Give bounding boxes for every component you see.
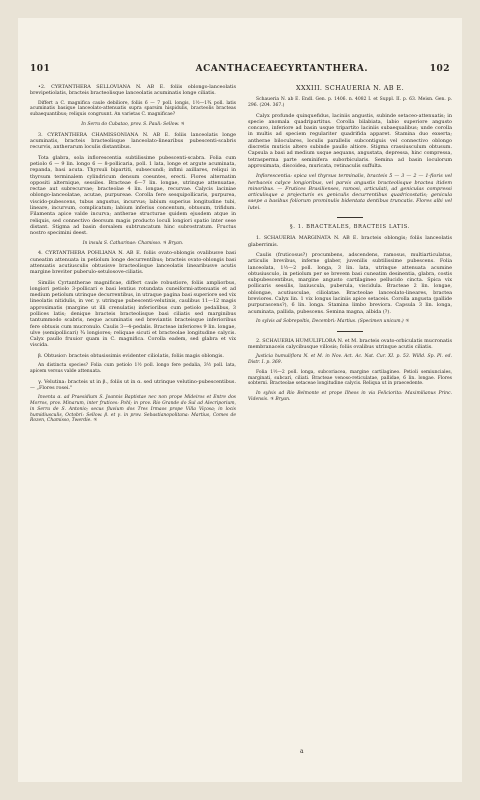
locality-note: In Serra do Cubatao, prov. S. Pauli: Sellow. ♃ (81, 121, 185, 127)
page-number-right: 102 (429, 64, 450, 74)
right-column (248, 84, 452, 764)
locality-note: In sylvis ad Sobrepoltis, Decembri: Martius. (Specimen unicum.) ♃ (256, 318, 410, 324)
synonym-note: Justicia humuliflora N. et M. in Nov. Act. Ac. Nat. Cur. XI. p. 53. Willd. Sp. Pl. ed. Distr. I. p. 369. (248, 354, 452, 366)
species-description: Folia 1½—2 poll. longa, subcoriacea, margine cartilagineo. Petioli semiunciales, marginati, subcari, ciliati. Bracteae venoso-reticulatae, pallidae, 6 lin. longae. Flores sobterni. Bracteolae setaceae longitudine calycis. Reliqua ut in praecedente. (248, 369, 452, 387)
genus-references: Schaueria N. ab E. Endl. Gen. p. 1406. n. 4082 I. et Suppl. II. p. 63. Meisn. Gen. p. 296. (204. 367.) (248, 97, 452, 108)
column-divider (240, 84, 241, 724)
species-description: Similis Cyrtantherae magnificae, differt caule robustiore, foliis ampliorbus, longiori petiolo 3-pollicari e basi lentius rotundata cuneiformi-attenuatis et ad medium petiolum utrinque decurrentibus, in utraque pagina basi superiore sed vix lineolatis nitidulis, in ver. y. utrinque pubescenti-velutinis, caulibus 11—12 magis approximatis (margine ut illi crenulatis) inferioribus cum petiolo pedalibus, 3 pollices latis; denique bracteis bracteolisque basi ciliatis sed marginibus tantummodo scabris, neque acuminatis sed breviantis bracteisque inferioribus fere obtusis cum mucronulo. Caulis 3—4-pedalis. Bracteae inferiores 9 lin. longae, ulve (semipollicari) ¾ longiores; reliquae sicuti et bracteolae longitudine calycis. Calyx paullo fruuior quam in C. magnifica. Corolla eadem, sed glabra et vix viscida. (30, 279, 236, 349)
species-note: Differt a C. magnifica caule debiliore, foliis 6 — 7 poll. longis, 1½—1¾ poll. latis acuminatis basique lanceolato-attenuatis supra sparsim hispidulis, bracteolis bracteas subaequantibus; reliquis congruunt. An varietas C. magnificae? (30, 100, 236, 118)
left-column (30, 84, 236, 764)
genus-description: Calyx profunde quinquefidus, laciniis angustis, subinde setaceo-attenuatis; in specie anomala quadripartitus. Corolla bilabiata, labio superiore angusto concavo, inferiore ad basin usque tripartito laciniis subaequalibus; unde corolla in multis ad speciem regulariter quadrifida apparet. Stamina duo exserta; antherae biloculares, loculis parallelis subcontiguis vel connectivo oblongo discretis muticis altero subinde paullo altiore. Stigma crassiusculum obtusum. Capsula a basi ad medium usque aequans, angustata, depressa, hinc compressa, tetrasperma parte seminifera suborbicularis. Semina ad basin loculorum approximata, discoidea, muricata, retinaculis suffulta. (248, 112, 452, 169)
genus-title: XXXIII. SCHAUERIA N. AB E. (295, 84, 405, 92)
page-number-left: 101 (30, 64, 51, 74)
species-entry-chamissoniana: 3. CYRTANTHERA CHAMISSONIANA N. AB E. foliis lanceolatis longe acuminatis, bracteis bracteolisque lanceolato-linearibus pubescenti-scabris recurvis, antherarum loculis distantibus. (30, 131, 236, 151)
locality-note: In sylvis ad Rio Belmonte et prope Ilheos in via Feliciorita: Maximilianus Princ. Vidensis. ♃ Bryan. (248, 391, 452, 403)
species-entry-humuliflora: 2. SCHAUERIA HUMULIFLORA N. et M. bracteis ovato-orbiculatis mucronatis membranaceis calycibusque villosis; foliis ovalibus utrinque acutis ciliatis. (248, 337, 452, 350)
family-heading: ACANTHACEAE: (195, 64, 285, 74)
variety-note: An distincta species? Folia cum petiolo 1½ poll. longo fere pedalia, 3½ poll. lata, apicem versus valde attenuata. (30, 363, 236, 374)
page-header (30, 64, 450, 78)
variety-beta: β. Obtusior: bracteis obtusissimis evidenter ciliolatis, foliis magis oblongis. (38, 352, 224, 359)
species-description: Caulis (fruticosus?) procumbens, adscendens, ramosus, multiarticulatus, articulis brevibus, inferne glaber, juvenilis subtilissime pubescens. Folia lanceolata, 1½—2 poll. longa, 3 lin. lata, utrinque attenuata acumine obtusiusculo, in petiolum per se brevem basi cuneatim desinentia, glabra, costis subpubescentibus, margine angusto cartilagineo pellucido cincta. Spica vix pollicaris sessilis, laxiuscula, puberula, viscidula. Bracteae 2 lin. longae, oblongae, acutiusculae, ciliolatae. Bracteolae lanceolato-lineares, bractea breviores. Calyx lin. 1 vix longus laciniis apice setaceis. Corolla angusta (pallide purpurascens?), 6 lin. longa. Stamina limbo breviora. Capsula 3 lin. longa, acuminata, pallida, pubescens. Semina magna, albida (?). (248, 251, 452, 315)
section-heading: §. 1. BRACTEALES, BRACTEIS LATIS. (290, 224, 410, 231)
species-entry-pohliana: 4. CYRTANTHERA POHLIANA N. AB E. foliis ovato-oblongis ovalibusve basi cuneatim attenuata in petiolum longe decurrentibus; bracteis ovato-oblongis basi attenuatis acutiusculis obtusisve bracteolisque lanceolatis linearibusve acutis margine breviter puberulo-setulosove-ciliatis. (30, 250, 236, 276)
section-rule (337, 331, 363, 332)
locality-note: Inventa α. ad Praesidium S. Joannis Baptistae nec non prope Mideiros et Entre dos Morros, prov. Minarum, inter frutices: Pohl; in prov. Rio Grande do Sul ad Alecriporium, in Serra de S. Antonio; secus fluvium dos Tres Irmaos prope Villa Viçosa; in locis humidiusculis, Octobri: Sellow. β. et γ. in prov. Sebastianopolitana: Martius, Comes de Rozen, Chamisso, Twerdie. ♃ (30, 395, 236, 424)
section-rule (337, 217, 363, 218)
locality-note: In insula S. Catharinae: Chamisso. ♃ Bryan. (82, 240, 184, 246)
variety-gamma: γ. Velutina: bracteis ut in β., foliis ut in α. sed utrinque velutino-pubescentibus. — „Flores rosei." (30, 378, 236, 391)
species-description: Tota glabra, sola inflorescentia subtilissime pubescenti-scabra. Folia cum petiolo 6 — 9 lin. longo 6 — 8-pollicaria, poll. 1 lata, longe et argute acuminata, repanda, basi acuta. Thyrsuli bipartiti, subsecundi; infimi axillares, reliqui in thyrsum terminalem cylindricum densum coeuntes, erecti. Flores alternatim oppositi alternique, sessiles. Bracteae 6—7 lin. longae, utrinque attenuatae, rectae aut subrecurvae; bracteolae 4 lin. longae, recurvae. Calycis laciniae oblongo-lanceolatae, acutae, purpureae. Corolla fere sesquipollicaris, purpurea, viscido-pubescens, tubus angustus, incurvus; labium superius longitudine tubi, lineare, incurvum, complicatum; labium inferius concentum, obtusum, trifidum. Filamenta apice valde incurva; antherae structurae quidem ejusdem atque in reliquis, sed connectivo deorsum magis producto loculi longiori spatio inter sese distant. Stigma ad basin dorsalem subtruncatum hinc subrostratum. Fructus nostro specimini deest. (30, 154, 236, 237)
genus-heading: CYRTANTHERA. (280, 64, 368, 74)
species-entry-marginata: 1. SCHAUERIA MARGINATA N. AB E. bracteis oblongis; foliis lanceolatis glaberrimis. (248, 235, 452, 248)
book-page (18, 18, 462, 782)
inflorescence-description: Inflorescentia: spica vel thyrsus terminalis, bracteis 5 — 3 — 2 — 1-floris vel herbaceis calyce longioribus, vel parvis angustis bracteolisque bractea itidem minoribus. — Frutices Brasilienses, ramosi, articulati, ad geniculas compressi articulisque a projecturis ex geniculis decurrentibus quadricostatis; genicula saepe a basibus foliorum prominulis bidentata dentibus truncatis. Flores albi vel lutei. (248, 173, 452, 211)
signature-mark: a (300, 748, 304, 755)
species-entry-seloviana: •2. CYRTANTHERA SELLOVIANA N. AB E. foliis oblongo-lanceolatis brevipetiolatis, bracteis bracteolisque lanceolatis acuminatis longe ciliatis. (30, 84, 236, 97)
